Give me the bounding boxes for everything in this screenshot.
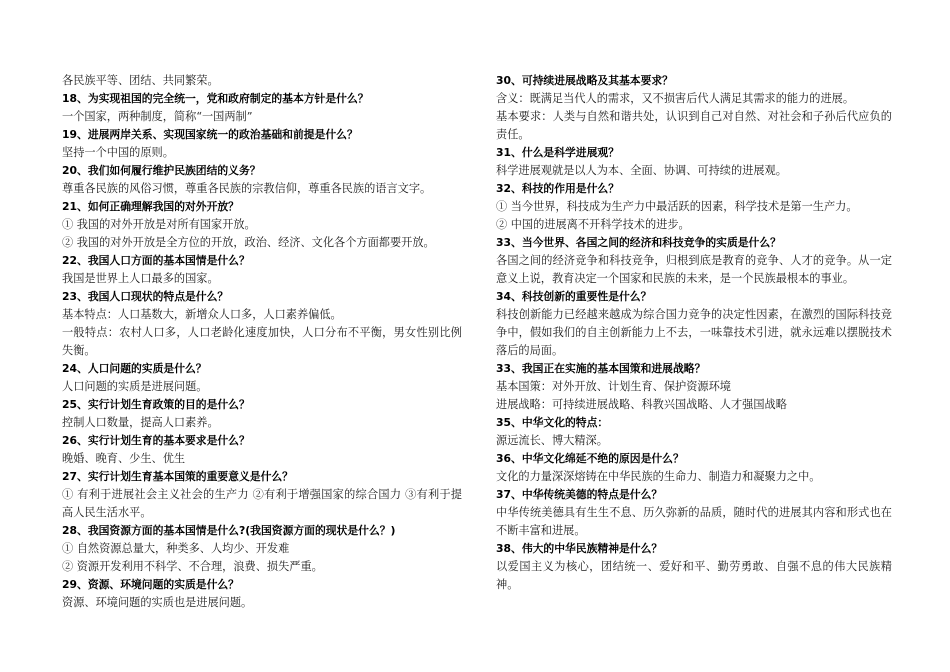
question-heading: 27、实行计划生育基本国策的重要意义是什么？ — [62, 470, 293, 483]
answer-text: 各民族平等、团结、共同繁荣。 — [62, 74, 219, 87]
question-heading: 31、什么是科学进展观？ — [496, 146, 619, 159]
question-heading: 20、我们如何履行维护民族团结的义务？ — [62, 164, 261, 177]
answer-text: 尊重各民族的风俗习惯，尊重各民族的宗教信仰，尊重各民族的语言文字。 — [62, 182, 432, 195]
answer-text: 基本要求：人类与自然和谐共处，认识到自己对自然、对社会和子孙后代应负的责任。 — [496, 110, 892, 141]
answer-text: 源远流长、博大精深。 — [496, 434, 608, 447]
question-heading: 35、中华文化的特点： — [496, 416, 609, 429]
question-heading: 33、当今世界、各国之间的经济和科技竞争的实质是什么？ — [496, 236, 781, 249]
question-heading: 29、资源、环境问题的实质是什么？ — [62, 578, 239, 591]
question-heading: 32、科技的作用是什么？ — [496, 182, 619, 195]
question-heading: 34、科技创新的重要性是什么？ — [496, 290, 652, 303]
question-heading: 28、我国资源方面的基本国情是什么?(我国资源方面的现状是什么？) — [62, 524, 396, 537]
answer-text: 文化的力量深深熔铸在中华民族的生命力、制造力和凝聚力之中。 — [496, 470, 821, 483]
answer-text: ② 中国的进展离不开科学技术的进步。 — [496, 218, 690, 231]
question-heading: 38、伟大的中华民族精神是什么？ — [496, 542, 663, 555]
answer-text: 基本国策：对外开放、计划生育、保护资源环境 — [496, 380, 731, 393]
answer-text: 坚持一个中国的原则。 — [62, 146, 174, 159]
answer-text: 中华传统美德具有生生不息、历久弥新的品质，随时代的进展其内容和形式也在不断丰富和进展。 — [496, 506, 892, 537]
answer-text: 科技创新能力已经越来越成为综合国力竞争的决定性因素，在激烈的国际科技竞争中，假如我们的自主创新能力上不去，一味靠技术引进，就永远难以摆脱技术落后的局面。 — [496, 308, 892, 357]
question-heading: 36、中华文化绵延不绝的原因是什么？ — [496, 452, 684, 465]
answer-text: ① 我国的对外开放是对所有国家开放。 — [62, 218, 256, 231]
answer-text: ① 有利于进展社会主义社会的生产力 ②有利于增强国家的综合国力 ③有利于提高人民生活水平。 — [62, 488, 462, 519]
question-heading: 18、为实现祖国的完全统一，党和政府制定的基本方针是什么？ — [62, 92, 369, 105]
question-heading: 19、进展两岸关系、实现国家统一的政治基础和前提是什么？ — [62, 128, 358, 141]
question-heading: 25、实行计划生育政策的目的是什么？ — [62, 398, 250, 411]
answer-text: 以爱国主义为核心，团结统一、爱好和平、勤劳勇敢、自强不息的伟大民族精神。 — [496, 560, 892, 591]
answer-text: 各国之间的经济竞争和科技竞争，归根到底是教育的竞争、人才的竞争。从一定意义上说，教育决定一个国家和民族的未来，是一个民族最根本的事业。 — [496, 254, 892, 285]
question-heading: 21、如何正确理解我国的对外开放？ — [62, 200, 239, 213]
answer-text: ② 资源开发利用不科学、不合理，浪费、损失严重。 — [62, 560, 323, 573]
answer-text: 人口问题的实质是进展问题。 — [62, 380, 208, 393]
right-column — [496, 72, 892, 594]
question-heading: 37、中华传统美德的特点是什么？ — [496, 488, 663, 501]
question-heading: 26、实行计划生育的基本要求是什么？ — [62, 434, 250, 447]
answer-text: 资源、环境问题的实质也是进展问题。 — [62, 596, 253, 609]
answer-text: 基本特点：人口基数大，新增众人口多，人口素养偏低。 — [62, 308, 342, 321]
answer-text: ① 自然资源总量大，种类多、人均少、开发难 — [62, 542, 290, 555]
answer-text: 进展战略：可持续进展战略、科教兴国战略、人才强国战略 — [496, 398, 787, 411]
left-column — [62, 72, 462, 612]
question-heading: 30、可持续进展战略及其基本要求？ — [496, 74, 673, 87]
question-heading: 24、人口问题的实质是什么？ — [62, 362, 207, 375]
answer-text: 控制人口数量，提高人口素养。 — [62, 416, 219, 429]
answer-text: ① 当今世界，科技成为生产力中最活跃的因素，科学技术是第一生产力。 — [496, 200, 858, 213]
question-heading: 33、我国正在实施的基本国策和进展战略？ — [496, 362, 706, 375]
question-heading: 23、我国人口现状的特点是什么？ — [62, 290, 229, 303]
answer-text: 一个国家，两种制度，简称“一国两制” — [62, 110, 253, 123]
answer-text: 科学进展观就是以人为本、全面、协调、可持续的进展观。 — [496, 164, 787, 177]
answer-text: 我国是世界上人口最多的国家。 — [62, 272, 219, 285]
answer-text: 一般特点：农村人口多，人口老龄化速度加快，人口分布不平衡，男女性别比例失衡。 — [62, 326, 462, 357]
answer-text: 晚婚、晚育、少生、优生 — [62, 452, 186, 465]
answer-text: ② 我国的对外开放是全方位的开放，政治、经济、文化各个方面都要开放。 — [62, 236, 435, 249]
answer-text: 含义：既满足当代人的需求，又不损害后代人满足其需求的能力的进展。 — [496, 92, 855, 105]
question-heading: 22、我国人口方面的基本国情是什么？ — [62, 254, 250, 267]
